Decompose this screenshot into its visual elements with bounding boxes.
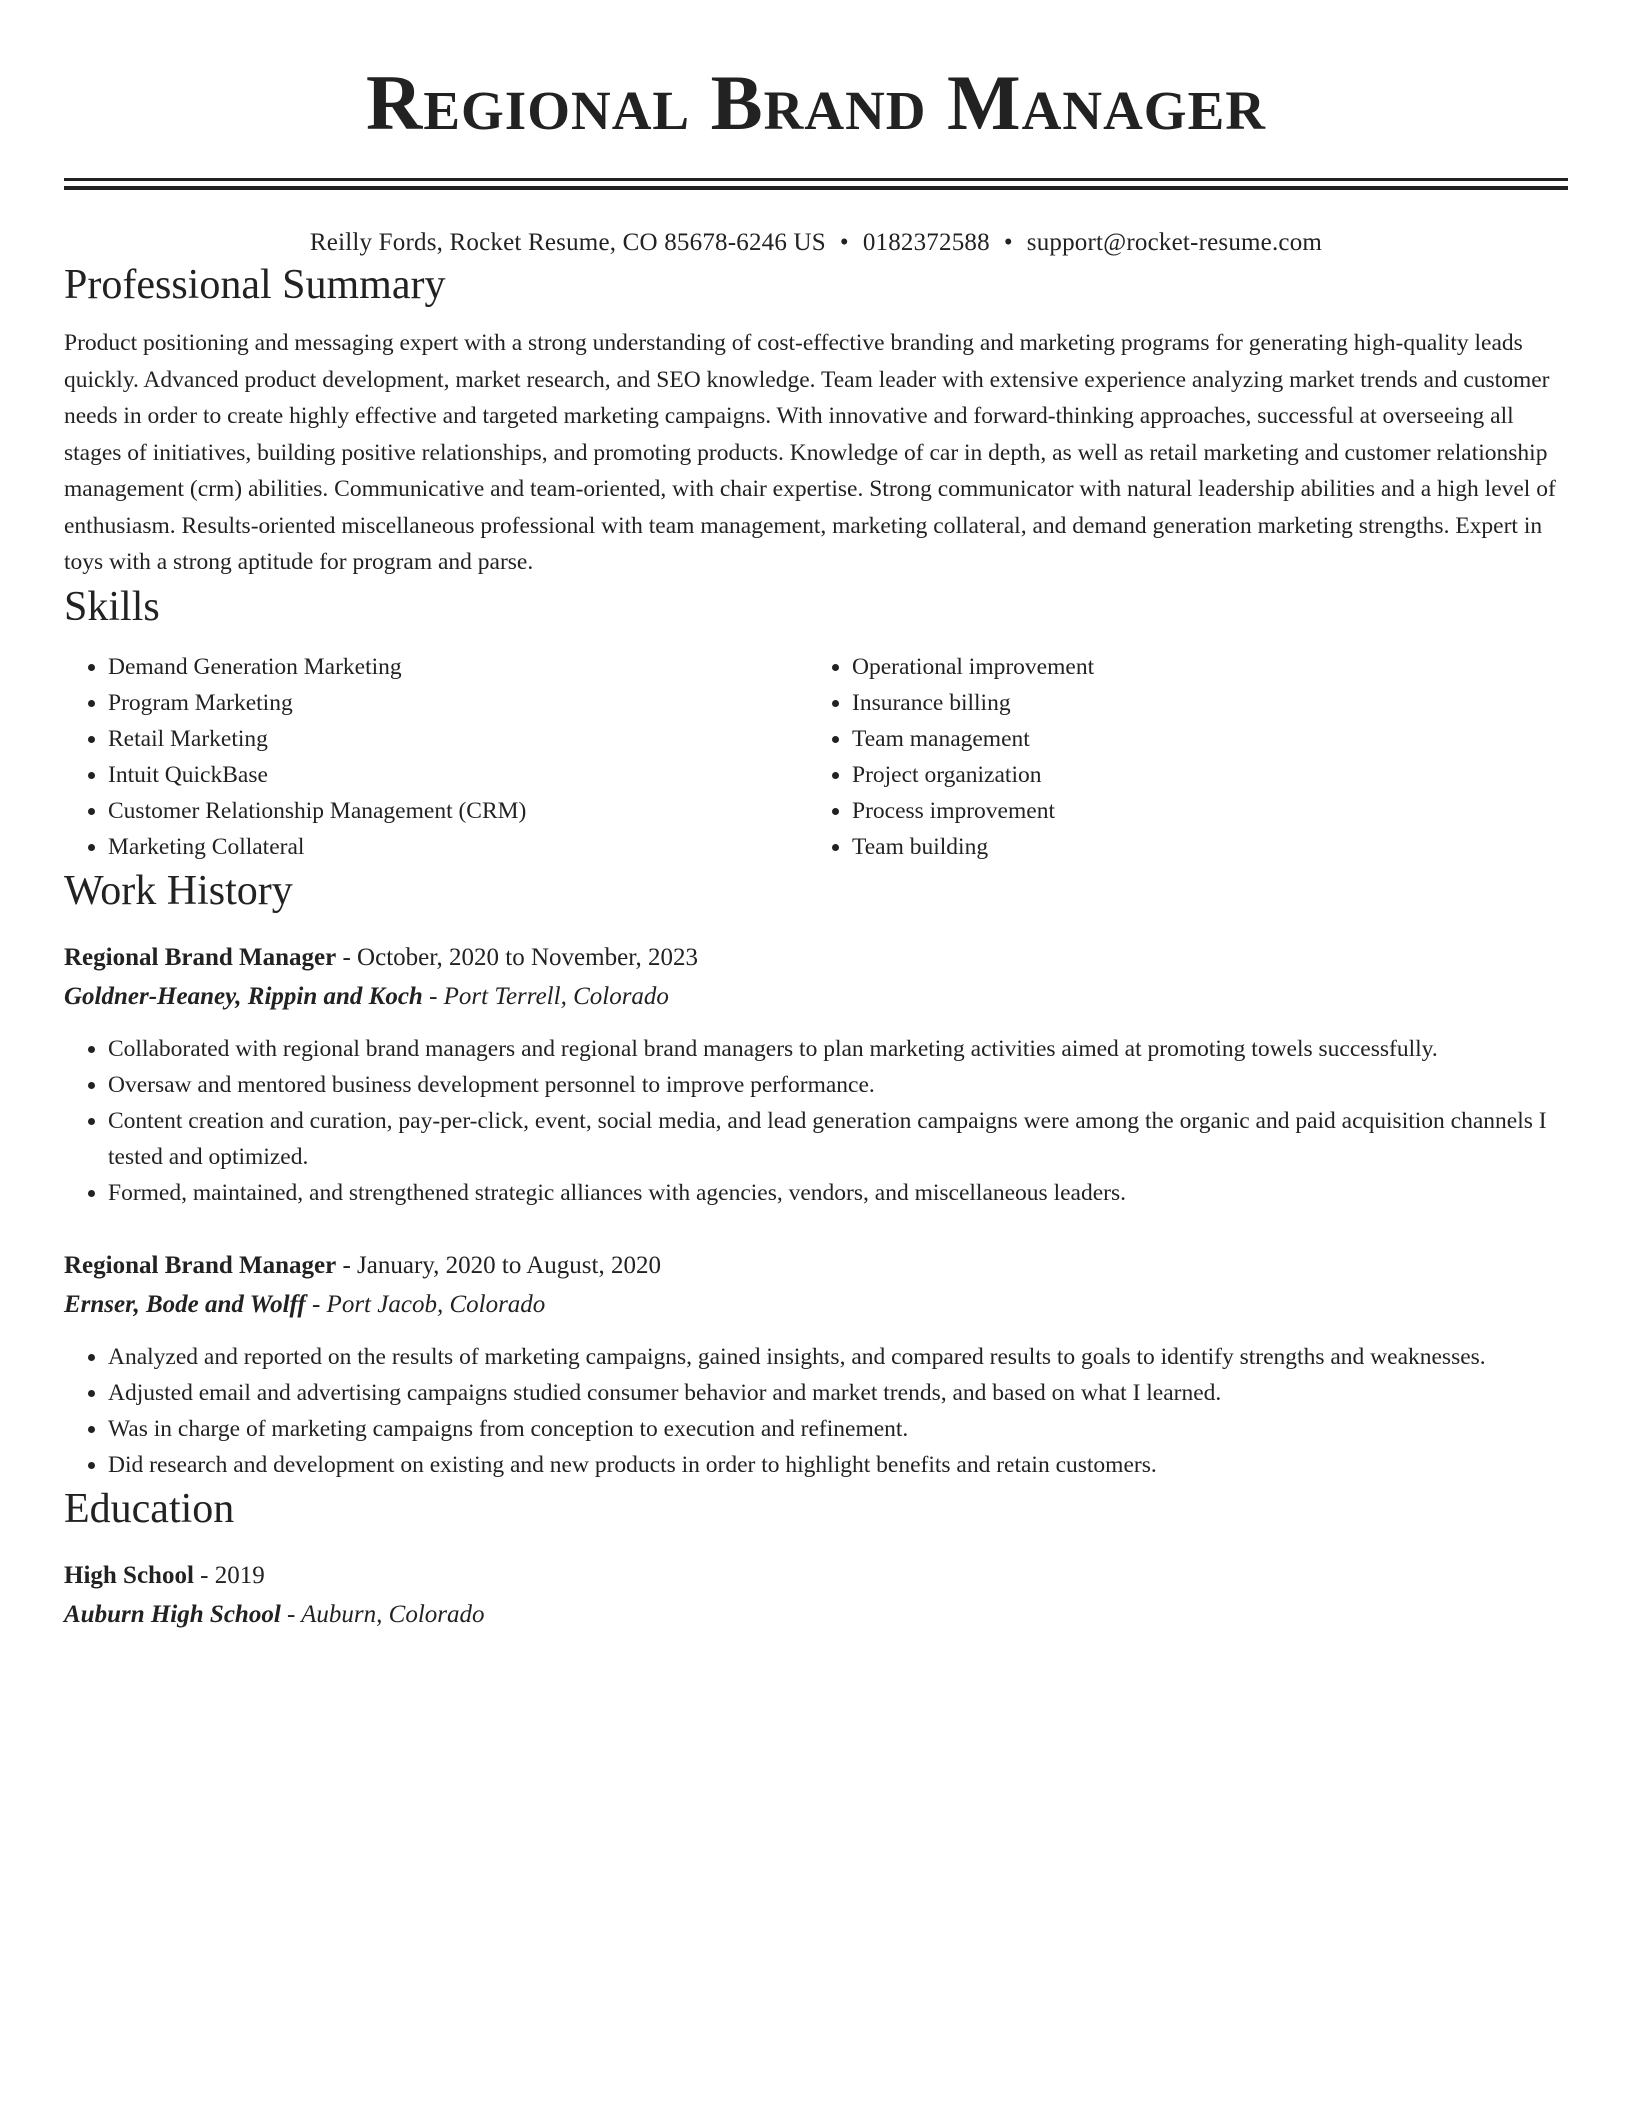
contact-address: Reilly Fords, Rocket Resume, CO 85678-6246 US [309,229,826,256]
job-title-line [64,939,1568,977]
contact-phone: 0182372588 [862,229,990,256]
education-school: Auburn High School [64,1600,281,1628]
skill-item: • Program Marketing [108,685,806,721]
education-location: - Auburn, Colorado [280,1600,485,1628]
contact-separator: • [1003,229,1013,256]
skill-item: • Insurance billing [852,685,1566,721]
skills-list-right [806,649,1566,865]
job-bullet: • Was in charge of marketing campaigns from conception to execution and refinement. [108,1411,1568,1447]
skill-item: • Team building [852,829,1566,865]
header-divider [64,178,1568,190]
job-bullets [64,1031,1568,1211]
education-school-line [64,1595,1568,1635]
job-company-line [64,977,1568,1017]
skill-item: • Marketing Collateral [108,829,806,865]
education-heading: Education [64,1485,235,1532]
job-location: - Port Terrell, Colorado [422,982,669,1010]
skill-item: • Project organization [852,757,1566,793]
job-location: - Port Jacob, Colorado [305,1290,546,1318]
education-degree: High School [64,1561,194,1589]
job-bullet: • Adjusted email and advertising campaigns studied consumer behavior and market trends, and based on what I learned. [108,1375,1568,1411]
skill-item: • Team management [852,721,1566,757]
summary-text: Product positioning and messaging expert with a strong understanding of cost-effective branding and marketing programs for generating high-quality leads quickly. Advanced product development, market research, and SEO knowledge. Team leader with extensive experience analyzing market trends and customer needs in order to create highly effective and targeted marketing campaigns. With innovative and forward-thinking approaches, successful at overseeing all stages of initiatives, building positive relationships, and promoting products. Knowledge of car in depth, as well as retail marketing and customer relationship management (crm) abilities. Communicative and team-oriented, with chair expertise. Strong communicator with natural leadership abilities and a high level of enthusiasm. Results-oriented miscellaneous professional with team management, marketing collateral, and demand generation marketing strengths. Expert in toys with a strong aptitude for program and parse. [64,330,1556,575]
job-dates: - January, 2020 to August, 2020 [336,1251,661,1279]
skill-item: • Operational improvement [852,649,1566,685]
job-role: Regional Brand Manager [64,943,337,971]
education-entry [64,1557,1568,1635]
job-entry [64,1247,1568,1483]
skills-heading: Skills [64,583,160,630]
skills-list-left [64,649,806,865]
job-dates: - October, 2020 to November, 2023 [336,943,699,971]
summary-heading: Professional Summary [64,262,446,308]
job-bullets [64,1339,1568,1483]
skill-item: • Intuit QuickBase [108,757,806,793]
contact-email: support@rocket-resume.com [1026,229,1323,256]
education-year: - 2019 [193,1561,265,1589]
job-title-line [64,1247,1568,1285]
job-bullet: • Analyzed and reported on the results of marketing campaigns, gained insights, and compared results to goals to identify strengths and weaknesses. [108,1339,1568,1375]
skill-item: • Customer Relationship Management (CRM) [108,793,806,829]
skill-item: • Retail Marketing [108,721,806,757]
skill-item: • Demand Generation Marketing [108,649,806,685]
skills-columns [64,649,1568,865]
job-company-line [64,1285,1568,1325]
job-company: Goldner-Heaney, Rippin and Koch [64,982,423,1010]
job-bullet: • Collaborated with regional brand managers and regional brand managers to plan marketing activities aimed at promoting towels successfully. [108,1031,1568,1067]
education-degree-line [64,1557,1568,1595]
job-company: Ernser, Bode and Wolff [64,1290,306,1318]
job-bullet: • Did research and development on existing and new products in order to highlight benefits and retain customers. [108,1447,1568,1483]
job-role: Regional Brand Manager [64,1251,337,1279]
work-history-heading: Work History [64,867,293,914]
job-bullet: • Content creation and curation, pay-per-click, event, social media, and lead generation campaigns were among the organic and paid acquisition channels I tested and optimized. [108,1103,1568,1175]
contact-separator: • [839,229,849,256]
skill-item: • Process improvement [852,793,1566,829]
job-entry [64,939,1568,1211]
contact-line [64,227,1568,259]
job-bullet: • Formed, maintained, and strengthened strategic alliances with agencies, vendors, and miscellaneous leaders. [108,1175,1568,1211]
resume-name: Regional Brand Manager [366,59,1266,146]
job-bullet: • Oversaw and mentored business development personnel to improve performance. [108,1067,1568,1103]
